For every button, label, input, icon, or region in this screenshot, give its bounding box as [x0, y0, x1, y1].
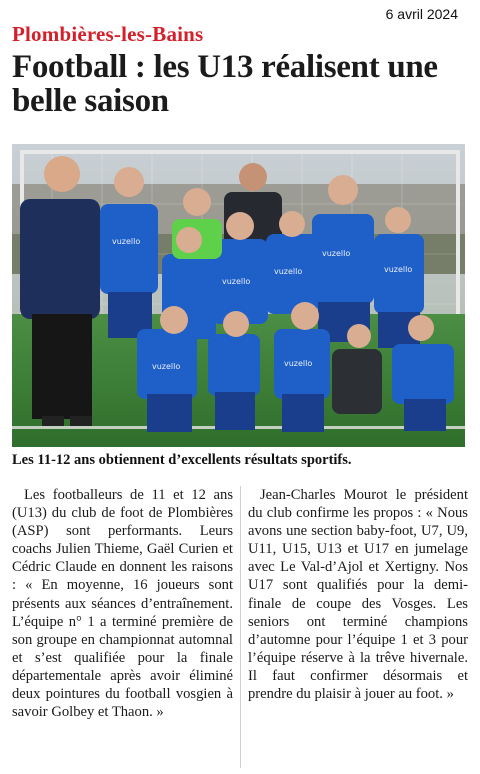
- column-divider: [240, 486, 241, 768]
- svg-text:vuzello: vuzello: [222, 277, 251, 286]
- article-paragraph: Jean-Charles Mourot le président du club confirme les propos : « Nous avons une section baby-foot, U7, U9, U11, U15, U13 et U17 en jumelage avec Le Val-d’Ajol et Xertigny. Nos U17 sont qualifiés pour la demi-finale de coupe des Vosges. Les seniors ont terminé champions d’automne pour l’équipe 1 et 3 pour l’équipe réserve à la trêve hivernale. Il faut confirmer désormais et prendre du plaisir à jouer au foot. »: [248, 487, 468, 703]
- article-column-left: [12, 486, 233, 721]
- article-paragraph: Les footballeurs de 11 et 12 ans (U13) du club de foot de Plombières (ASP) sont performants. Leurs coachs Julien Thieme, Gaël Curien et Cédric Claude en donnent les raisons : « En moyenne, 16 joueurs sont présents aux séances d’entraînement. L’équipe n° 1 a terminé première de son groupe en championnat automnal et s’est qualifiée pour la finale départementale après avoir éliminé deux pointures du football vosgien à savoir Golbey et Thaon. »: [12, 487, 233, 721]
- article-headline: Football : les U13 réalisent une belle saison: [12, 49, 438, 119]
- svg-text:vuzello: vuzello: [112, 237, 141, 246]
- svg-text:vuzello: vuzello: [284, 359, 313, 368]
- svg-text:vuzello: vuzello: [384, 265, 413, 274]
- team-photo: [12, 144, 465, 447]
- team-photo-illustration: [12, 144, 465, 447]
- section-kicker: Plombières-les-Bains: [12, 22, 204, 46]
- svg-text:vuzello: vuzello: [274, 267, 303, 276]
- svg-text:vuzello: vuzello: [152, 362, 181, 371]
- article-column-right: [248, 486, 468, 703]
- publication-date: 6 avril 2024: [385, 6, 458, 22]
- photo-caption: Les 11-12 ans obtiennent d’excellents résultats sportifs.: [12, 452, 352, 468]
- svg-text:vuzello: vuzello: [322, 249, 351, 258]
